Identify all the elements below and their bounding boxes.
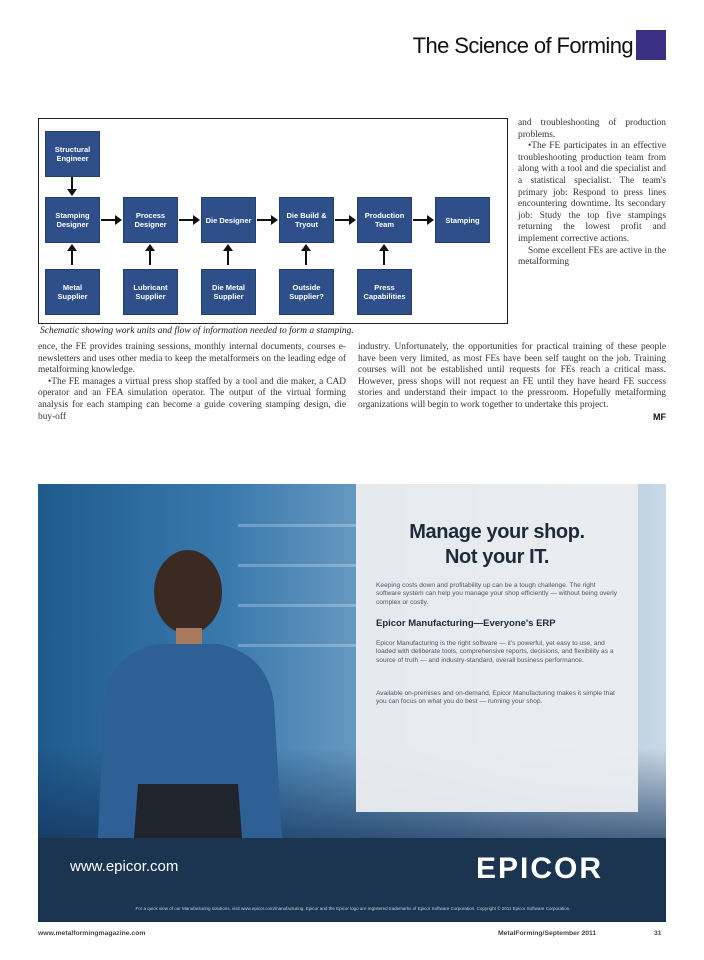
arrow-right (413, 219, 429, 221)
box-process-designer: Process Designer (123, 197, 178, 243)
box-metal-supplier: Metal Supplier (45, 269, 100, 315)
box-die-build-tryout: Die Build & Tryout (279, 197, 334, 243)
footer-magazine-issue: MetalForming/September 2011 (498, 930, 597, 937)
arrow-right (101, 219, 117, 221)
text-column-right (358, 342, 666, 423)
box-die-metal-supplier: Die Metal Supplier (201, 269, 256, 315)
footer-website: www.metalformingmagazine.com (38, 930, 146, 937)
box-stamping: Stamping (435, 197, 490, 243)
text-column-right-top (518, 118, 666, 269)
paragraph: industry. Unfortunately, the opportunities for practical training of these people have been very limited, as most FEs have been self taught on the job. Training courses will not be established until requests for FEs reach a critical mass. However, press shops will not request an FE until they have heard FE success stories and understand their impact to the pressroom. Hopefully metalforming organizations will begin to work together to undertake this project. (358, 342, 666, 410)
paragraph: •The FE participates in an effective troubleshooting production team from along with a tool and die specialist and a statistical specialist. The team's primary job: Respond to press lines encountering downtime. Its secondary job: Study the top five stampings returning the lowest profit and implement corrective actions. (518, 141, 666, 244)
header-color-block (636, 30, 666, 60)
ad-paragraph: Available on-premises and on-demand, Epicor Manufacturing makes it simple that you can focus on what you do best — running your shop. (376, 690, 615, 706)
end-mark: MF (653, 411, 666, 422)
ad-headline (356, 520, 638, 570)
ad-fine-print: For a quick view of our Manufacturing solutions, visit www.epicor.com/manufacturing. Epicor and the Epicor logo are registered trademarks of Epicor Software Corporation. Copyright © 2011 Epicor Software Corporation. (135, 906, 571, 911)
workflow-diagram (38, 118, 508, 324)
ad-paragraph: Epicor Manufacturing is the right software — it's powerful, yet easy to use, and loaded with deliberate tools, comprehensive reports, decisions, and flexibility as a source of truth — and industry-standard, overall business performance. (376, 640, 614, 664)
arrow-right (257, 219, 273, 221)
arrow-right (335, 219, 351, 221)
arrow-up (305, 249, 307, 265)
arrow-down (71, 177, 73, 191)
ad-url-link[interactable]: www.epicor.com (70, 858, 179, 875)
box-stamping-designer: Stamping Designer (45, 197, 100, 243)
arrow-up (71, 249, 73, 265)
box-outside-supplier: Outside Supplier? (279, 269, 334, 315)
box-structural-engineer: Structural Engineer (45, 131, 100, 177)
arrow-up (149, 249, 151, 265)
epicor-advertisement[interactable] (38, 484, 666, 922)
box-press-capabilities: Press Capabilities (357, 269, 412, 315)
text-column-left (38, 342, 346, 423)
footer-page-number: 31 (654, 930, 662, 937)
box-lubricant-supplier: Lubricant Supplier (123, 269, 178, 315)
arrow-up (383, 249, 385, 265)
figure-caption: Schematic showing work units and flow of information needed to form a stamping. (40, 326, 354, 336)
epicor-logo: EPICOR (476, 852, 604, 885)
person-illustration (78, 484, 298, 838)
ad-headline-line: Manage your shop. (409, 521, 585, 543)
running-header-title: The Science of Forming (412, 33, 633, 58)
arrow-up (227, 249, 229, 265)
ad-paragraph: Keeping costs down and profitability up can be a tough challenge. The right software system can help you manage your shop efficiently — without being overly complex or costly. (376, 582, 618, 606)
paragraph: •The FE manages a virtual press shop staffed by a tool and die maker, a CAD operator and an FEA simulation operator. The output of the virtual forming analysis for each stamping can become a guide covering stamping design, die buy-off (38, 376, 346, 422)
arrow-right (179, 219, 195, 221)
ad-footer-bar (38, 838, 666, 922)
ad-subhead: Epicor Manufacturing—Everyone's ERP (376, 618, 556, 629)
ad-text-panel (356, 484, 638, 812)
paragraph: and troubleshooting of production problems. (518, 118, 666, 140)
ad-headline-line: Not your IT. (444, 546, 550, 568)
box-production-team: Production Team (357, 197, 412, 243)
paragraph: ence, the FE provides training sessions, monthly internal documents, courses e-newsletters and uses other media to keep the metalformers on the leading edge of metalforming knowledge. (38, 342, 346, 376)
box-die-designer: Die Designer (201, 197, 256, 243)
paragraph: Some excellent FEs are active in the metalforming (518, 245, 666, 268)
